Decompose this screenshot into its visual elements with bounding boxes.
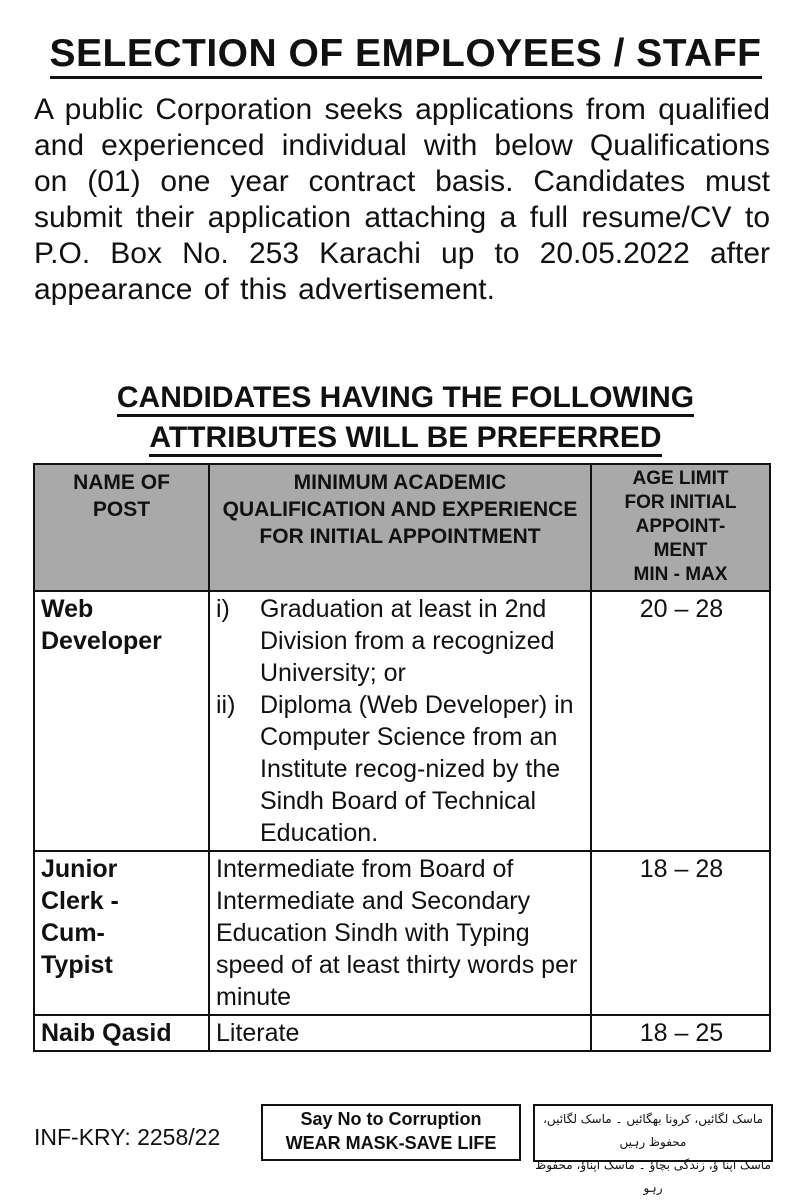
page-title <box>0 32 811 76</box>
qualification-text: Graduation at least in 2nd Division from a recognized University; or <box>260 595 555 687</box>
qualification-number: i) <box>216 595 230 623</box>
qualification-cell: Literate <box>209 1015 591 1051</box>
qualification-cell: Intermediate from Board of Intermediate and Secondary Education Sindh with Typing speed of at least thirty words per minute <box>209 851 591 1015</box>
header-post: NAME OF POST <box>34 464 209 591</box>
qualification-item <box>216 689 588 849</box>
urdu-slogan-line: ماسک اپنا ؤ، زندگی بچاؤ ۔ ماسک اپناؤ، محفوظ رہو <box>535 1158 771 1195</box>
post-name <box>34 851 209 1015</box>
slogan-line: WEAR MASK-SAVE LIFE <box>285 1133 497 1153</box>
post-name-line: Junior <box>41 855 118 883</box>
header-age-line: FOR INITIAL <box>624 492 737 513</box>
qualification-number: ii) <box>216 691 236 719</box>
table-header-row <box>34 464 770 591</box>
header-age-limit <box>591 464 770 591</box>
posts-table <box>33 463 771 1052</box>
header-age-line: AGE LIMIT <box>632 468 729 489</box>
urdu-slogan-line: ماسک لگائیں، کرونا بھگائیں ۔ ماسک لگائیں، محفوظ رہیں <box>543 1112 763 1149</box>
post-name-line: Typist <box>41 951 113 979</box>
table-row <box>34 1015 770 1051</box>
age-limit: 18 – 25 <box>591 1015 770 1051</box>
age-limit: 18 – 28 <box>591 851 770 1015</box>
post-name: Naib Qasid <box>34 1015 209 1051</box>
table-row <box>34 851 770 1015</box>
preference-heading-line2: ATTRIBUTES WILL BE PREFERRED <box>149 421 661 457</box>
qualification-cell <box>209 591 591 851</box>
slogan-line: Say No to Corruption <box>300 1109 482 1129</box>
urdu-slogan-box <box>533 1104 773 1195</box>
post-name-line: Web <box>41 595 94 623</box>
qualification-item <box>216 593 588 689</box>
header-age-line: MIN - MAX <box>633 564 728 585</box>
post-name-line: Cum- <box>41 919 105 947</box>
header-age-line: MENT <box>653 540 708 561</box>
preference-heading <box>0 378 811 458</box>
post-name-line: Developer <box>41 627 162 655</box>
reference-number: INF-KRY: 2258/22 <box>34 1124 221 1150</box>
post-name <box>34 591 209 851</box>
title-text: SELECTION OF EMPLOYEES / STAFF <box>50 32 762 79</box>
age-limit: 20 – 28 <box>591 591 770 851</box>
post-name-line: Clerk - <box>41 887 119 915</box>
intro-paragraph: A public Corporation seeks applications from qualified and experienced individual with below Qualifications on (01) one year contract basis. Candidates must submit their application attaching a full resume/CV to P.O. Box No. 253 Karachi up to 20.05.2022 after appearance of this advertisement. <box>34 93 770 306</box>
header-qualification: MINIMUM ACADEMIC QUALIFICATION AND EXPERIENCE FOR INITIAL APPOINTMENT <box>209 464 591 591</box>
preference-heading-line1: CANDIDATES HAVING THE FOLLOWING <box>117 381 694 417</box>
table-row <box>34 591 770 851</box>
slogan-box <box>261 1104 521 1161</box>
qualification-text: Diploma (Web Developer) in Computer Science from an Institute recog-nized by the Sindh Board of Technical Education. <box>260 691 574 847</box>
header-age-line: APPOINT- <box>635 516 726 537</box>
